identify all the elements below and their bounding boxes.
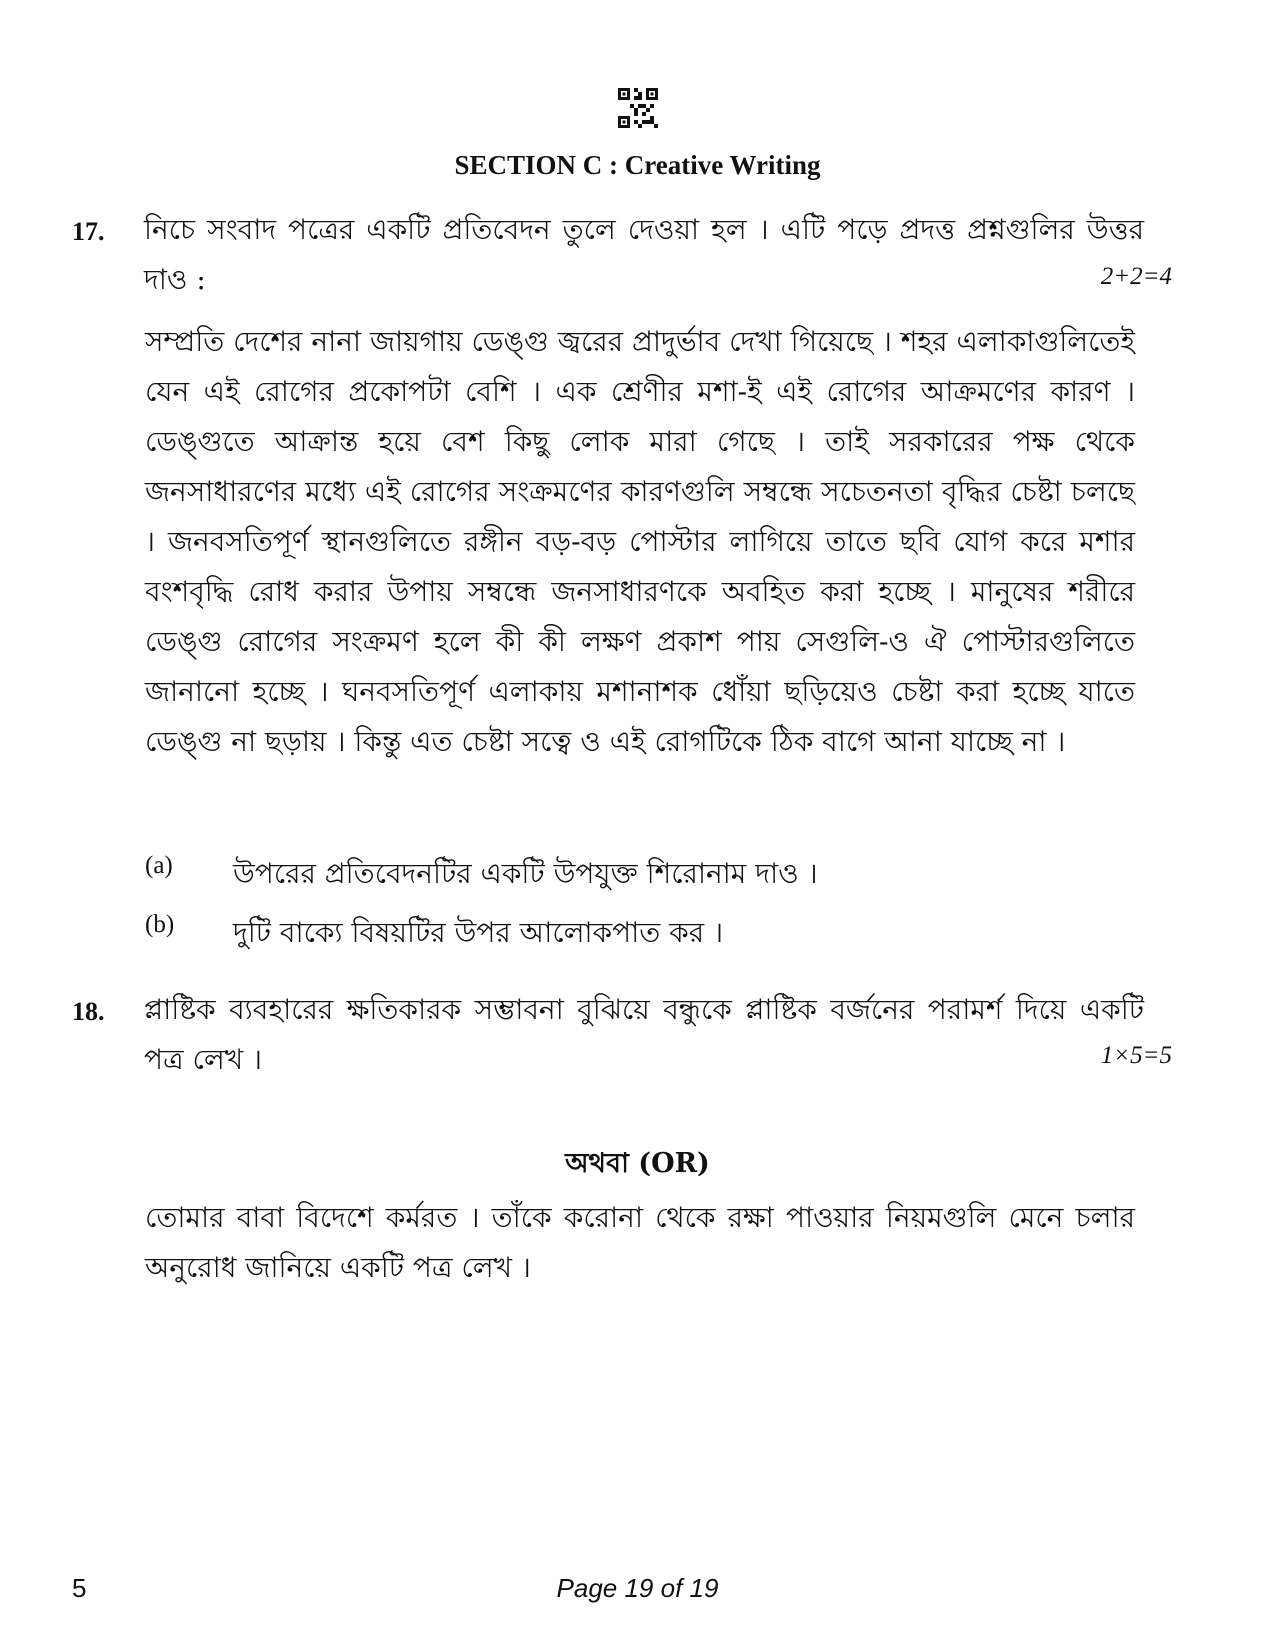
question-number: 18. (72, 997, 105, 1026)
sub-question-text: দুটি বাক্যে বিষয়টির উপর আলোকপাত কর । (233, 916, 724, 949)
marks: 1×5=5 (1100, 1042, 1172, 1069)
news-report-passage: সম্প্রতি দেশের নানা জায়গায় ডেঙ্গু জ্বরের প্রাদুর্ভাব দেখা গিয়েছে । শহর এলাকাগুলিতেই যেন এই রোগের প্রকোপটা বেশি । এক শ্রেণীর মশা-ই এই রোগের আক্রমণের কারণ । ডেঙ্গুতে আক্রান্ত হয়ে বেশ কিছু লোক মারা গেছে । তাই সরকারের পক্ষ থেকে জনসাধারণের মধ্যে এই রোগের সংক্রমণের কারণগুলি সম্বন্ধে সচেতনতা বৃদ্ধির চেষ্টা চলছে । জনবসতিপূর্ণ স্থানগুলিতে রঙ্গীন বড়-বড় পোস্টার লাগিয়ে তাতে ছবি যোগ করে মশার বংশবৃদ্ধি রোধ করার উপায় সম্বন্ধে জনসাধারণকে অবহিত করা হচ্ছে । মানুষের শরীরে ডেঙ্গু রোগের সংক্রমণ হলে কী কী লক্ষণ প্রকাশ পায় সেগুলি-ও ঐ পোস্টারগুলিতে জানানো হচ্ছে । ঘনবসতিপূর্ণ এলাকায় মশানাশক ধোঁয়া ছড়িয়েও চেষ্টা করা হচ্ছে যাতে ডেঙ্গু না ছড়ায় । কিন্তু এত চেষ্টা সত্বে ও এই রোগটিকে ঠিক বাগে আনা যাচ্ছে না । (145, 325, 1135, 758)
alternative-question-text: তোমার বাবা বিদেশে কর্মরত । তাঁকে করোনা থেকে রক্ষা পাওয়ার নিয়মগুলি মেনে চলার অনুরোধ জানিয়ে একটি পত্র লেখ । (145, 1201, 1135, 1284)
question-text: প্লাষ্টিক ব্যবহারের ক্ষতিকারক সম্ভাবনা বুঝিয়ে বন্ধুকে প্লাষ্টিক বর্জনের পরামর্শ দিয়ে একটি পত্র লেখ । (144, 993, 1144, 1076)
question-text: নিচে সংবাদ পত্রের একটি প্রতিবেদন তুলে দেওয়া হল । এটি পড়ে প্রদত্ত প্রশ্নগুলির উত্তর দাও : (144, 213, 1144, 296)
sub-question-label: (a) (145, 852, 173, 879)
question-18 (72, 985, 1202, 1075)
question-17 (72, 205, 1202, 295)
sub-question-b (145, 911, 1135, 951)
question-number: 17. (72, 217, 105, 246)
footer-page-code: 5 (72, 1573, 87, 1603)
page-number: Page 19 of 19 (556, 1573, 719, 1603)
sub-question-text: উপরের প্রতিবেদনটির একটি উপযুক্ত শিরোনাম দাও । (233, 857, 818, 890)
or-heading: অথবা (OR) (565, 1148, 710, 1179)
sub-question-a (145, 852, 1135, 892)
qr-code-icon (618, 88, 658, 128)
sub-question-label: (b) (145, 911, 175, 938)
section-title: SECTION C : Creative Writing (454, 150, 821, 180)
marks: 2+2=4 (1100, 263, 1172, 290)
